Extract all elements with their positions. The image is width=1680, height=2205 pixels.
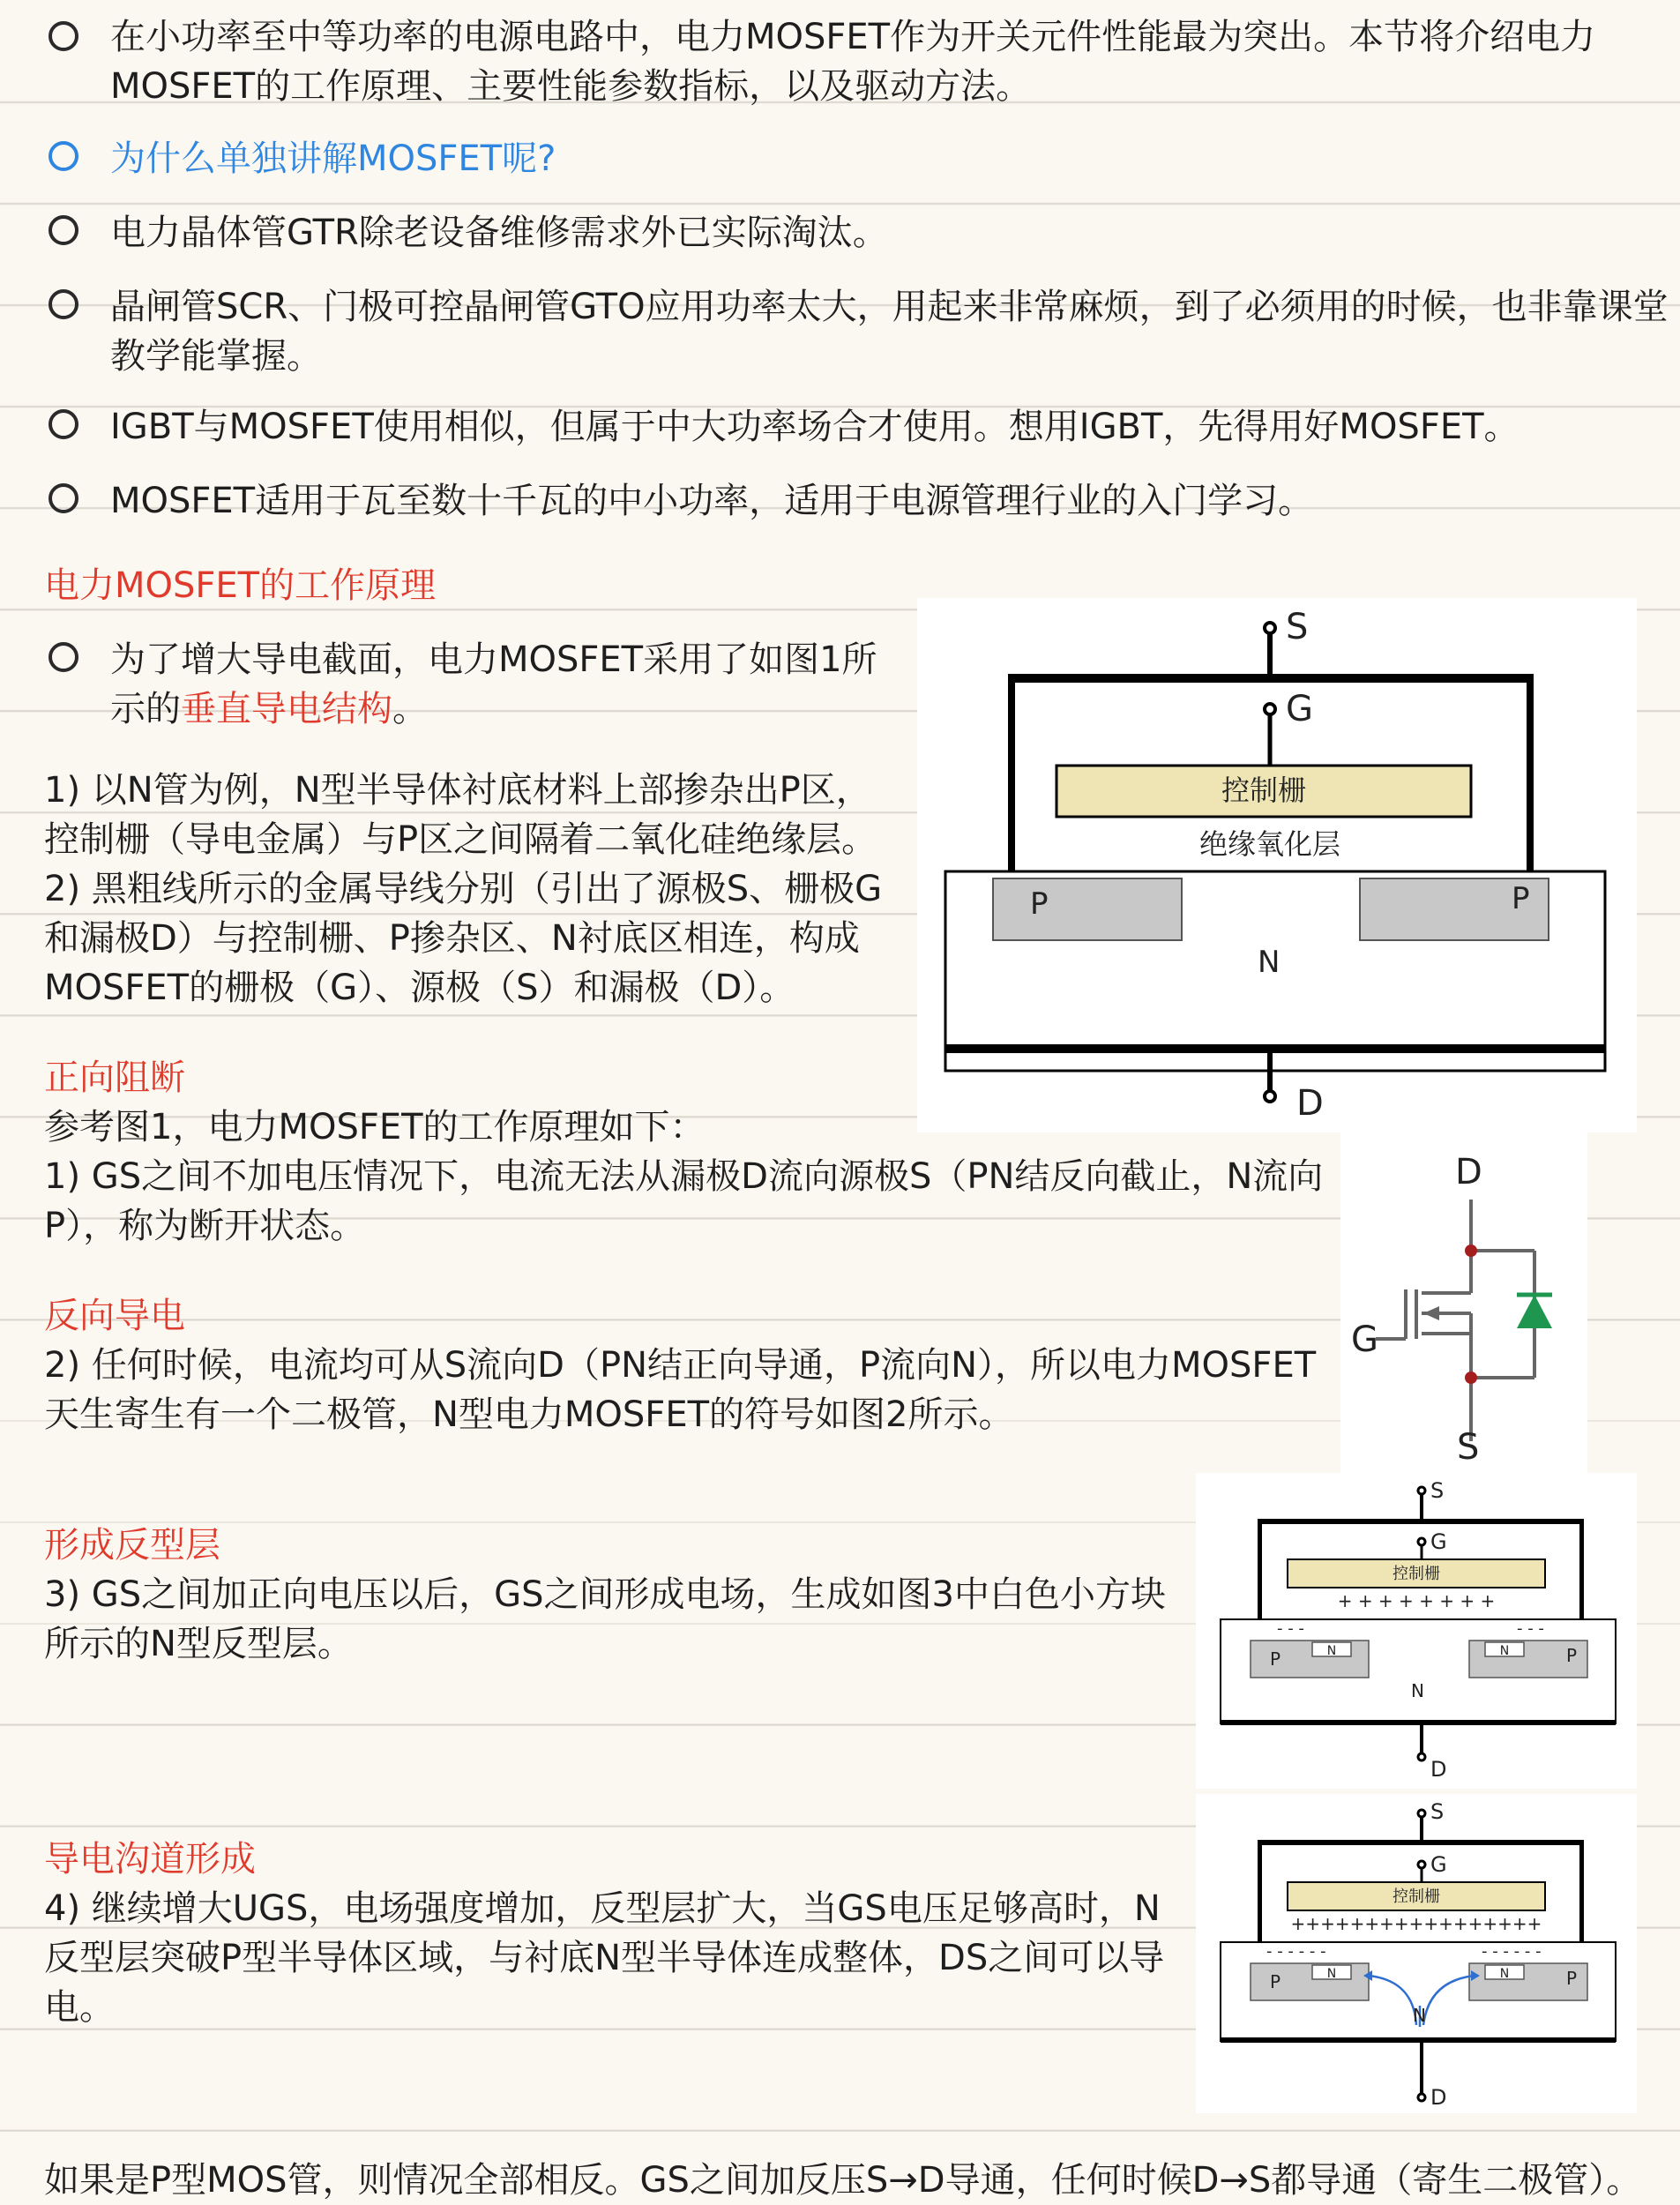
principle-para-line: 和漏极D）与控制栅、P掺杂区、N衬底区相连，构成 bbox=[44, 918, 860, 959]
channel-line: 4) 继续增大UGS，电场强度增加，反型层扩大，当GS电压足够高时，N bbox=[44, 1888, 1161, 1929]
principle-heading: 电力MOSFET的工作原理 bbox=[44, 565, 437, 606]
bullet-circle-icon bbox=[49, 483, 78, 513]
channel-line: 电。 bbox=[44, 1987, 115, 2028]
fig1-d-label: D bbox=[1296, 1083, 1324, 1124]
fig4-g-label: G bbox=[1430, 1852, 1447, 1877]
fig3-n-small-left: N bbox=[1326, 1644, 1337, 1658]
fig2-g-label: G bbox=[1351, 1319, 1378, 1360]
fig1-gate-label: 控制栅 bbox=[1221, 774, 1307, 807]
forward-block-line: 参考图1，电力MOSFET的工作原理如下： bbox=[44, 1107, 706, 1147]
forward-block-line: P），称为断开状态。 bbox=[44, 1206, 366, 1246]
fig4-minus-left: - - - - - - bbox=[1266, 1942, 1326, 1961]
fig2-d-label: D bbox=[1455, 1152, 1482, 1192]
intro-bullet-1-line2: MOSFET的工作原理、主要性能参数指标，以及驱动方法。 bbox=[110, 66, 1032, 107]
intro-bullet-4-line2: 教学能掌握。 bbox=[110, 336, 322, 377]
figure-4-conductive-channel bbox=[1196, 1794, 1637, 2113]
fig3-s-label: S bbox=[1430, 1478, 1445, 1503]
fig4-gate-label: 控制栅 bbox=[1393, 1887, 1440, 1906]
fig4-n-label: N bbox=[1413, 2005, 1426, 2026]
fig4-n-small-right: N bbox=[1499, 1967, 1510, 1981]
fig1-s-label: S bbox=[1286, 607, 1309, 647]
fig3-n-label: N bbox=[1411, 1680, 1424, 1701]
fig4-s-label: S bbox=[1430, 1799, 1445, 1824]
fig3-minus-right: - - - bbox=[1517, 1619, 1544, 1638]
channel-heading: 导电沟道形成 bbox=[44, 1839, 256, 1880]
figure-3-inversion-layer bbox=[1196, 1473, 1637, 1789]
inversion-line: 所示的N型反型层。 bbox=[44, 1624, 353, 1664]
intro-bullet-6: MOSFET适用于瓦至数十千瓦的中小功率，适用于电源管理行业的入门学习。 bbox=[110, 481, 1314, 521]
bullet-circle-icon bbox=[49, 215, 78, 245]
fig4-n-small-left: N bbox=[1326, 1967, 1337, 1981]
fig1-oxide-label: 绝缘氧化层 bbox=[1198, 827, 1341, 861]
bullet-circle-icon bbox=[49, 141, 78, 171]
fig4-plus-row: +++++++++++++++++ bbox=[1290, 1913, 1542, 1934]
fig3-gate-label: 控制栅 bbox=[1393, 1565, 1440, 1583]
intro-bullet-1-line1: 在小功率至中等功率的电源电路中，电力MOSFET作为开关元件性能最为突出。本节将介绍电力 bbox=[110, 17, 1596, 57]
principle-bullet-line2 bbox=[110, 684, 428, 734]
channel-line: 反型层突破P型半导体区域，与衬底N型半导体连成整体，DS之间可以导 bbox=[44, 1938, 1165, 1978]
bullet-circle-icon bbox=[49, 409, 78, 439]
forward-block-line: 1) GS之间不加电压情况下，电流无法从漏极D流向源极S（PN结反向截止，N流向 bbox=[44, 1156, 1324, 1197]
fig1-p-right-label: P bbox=[1512, 881, 1530, 916]
fig3-minus-left: - - - bbox=[1277, 1619, 1304, 1638]
fig1-g-label: G bbox=[1286, 689, 1313, 729]
fig4-p-left-label: P bbox=[1270, 1971, 1281, 1992]
fig4-p-right-label: P bbox=[1566, 1968, 1578, 1989]
forward-block-heading: 正向阻断 bbox=[44, 1058, 185, 1098]
intro-bullet-4-line1: 晶闸管SCR、门极可控晶闸管GTO应用功率太大，用起来非常麻烦，到了必须用的时候，也非靠课堂 bbox=[110, 287, 1669, 327]
fig3-g-label: G bbox=[1430, 1529, 1447, 1554]
principle-para-line: 1) 以N管为例，N型半导体衬底材料上部掺杂出P区， bbox=[44, 770, 871, 811]
bullet-circle-icon bbox=[49, 642, 78, 672]
intro-bullet-3: 电力晶体管GTR除老设备维修需求外已实际淘汰。 bbox=[110, 213, 888, 253]
fig4-d-label: D bbox=[1430, 2085, 1447, 2110]
fig1-p-left-label: P bbox=[1030, 886, 1049, 922]
fig3-p-right-label: P bbox=[1566, 1645, 1578, 1666]
fig2-s-label: S bbox=[1457, 1427, 1480, 1468]
intro-bullet-2: 为什么单独讲解MOSFET呢? bbox=[110, 138, 556, 179]
principle-bullet-highlight: 垂直导电结构 bbox=[181, 689, 392, 729]
inversion-line: 3) GS之间加正向电压以后，GS之间形成电场，生成如图3中白色小方块 bbox=[44, 1574, 1166, 1615]
reverse-conduct-heading: 反向导电 bbox=[44, 1296, 185, 1336]
bullet-circle-icon bbox=[49, 289, 78, 319]
fig3-plus-row: + + + + + + + + bbox=[1337, 1590, 1496, 1611]
intro-bullet-5: IGBT与MOSFET使用相似，但属于中大功率场合才使用。想用IGBT，先得用好MOSFET。 bbox=[110, 407, 1519, 447]
fig4-minus-right: - - - - - - bbox=[1482, 1942, 1542, 1961]
reverse-conduct-line: 2) 任何时候，电流均可从S流向D（PN结正向导通，P流向N），所以电力MOSFET bbox=[44, 1345, 1317, 1386]
reverse-conduct-line: 天生寄生有一个二极管，N型电力MOSFET的符号如图2所示。 bbox=[44, 1394, 1014, 1435]
figure-1-mosfet-structure bbox=[917, 598, 1637, 1132]
fig3-p-left-label: P bbox=[1270, 1648, 1281, 1670]
figure-2-mosfet-symbol bbox=[1340, 1132, 1587, 1473]
principle-bullet-line1: 为了增大导电截面，电力MOSFET采用了如图1所 bbox=[110, 639, 877, 680]
footer-note: 如果是P型MOS管，则情况全部相反。GS之间加反压S→D导通，任何时候D→S都导通（寄生二极管）。 bbox=[44, 2160, 1642, 2201]
fig3-d-label: D bbox=[1430, 1757, 1447, 1782]
principle-para-line: 2) 黑粗线所示的金属导线分别（引出了源极S、栅极G bbox=[44, 869, 883, 909]
principle-para-line: 控制栅（导电金属）与P区之间隔着二氧化硅绝缘层。 bbox=[44, 819, 877, 860]
principle-para-line: MOSFET的栅极（G）、源极（S）和漏极（D）。 bbox=[44, 968, 795, 1008]
fig3-n-small-right: N bbox=[1499, 1644, 1510, 1658]
fig1-n-label: N bbox=[1258, 945, 1281, 980]
principle-bullet-prefix: 示的 bbox=[110, 689, 181, 729]
bullet-circle-icon bbox=[49, 21, 78, 51]
inversion-heading: 形成反型层 bbox=[44, 1525, 220, 1566]
principle-bullet-suffix: 。 bbox=[392, 689, 428, 729]
